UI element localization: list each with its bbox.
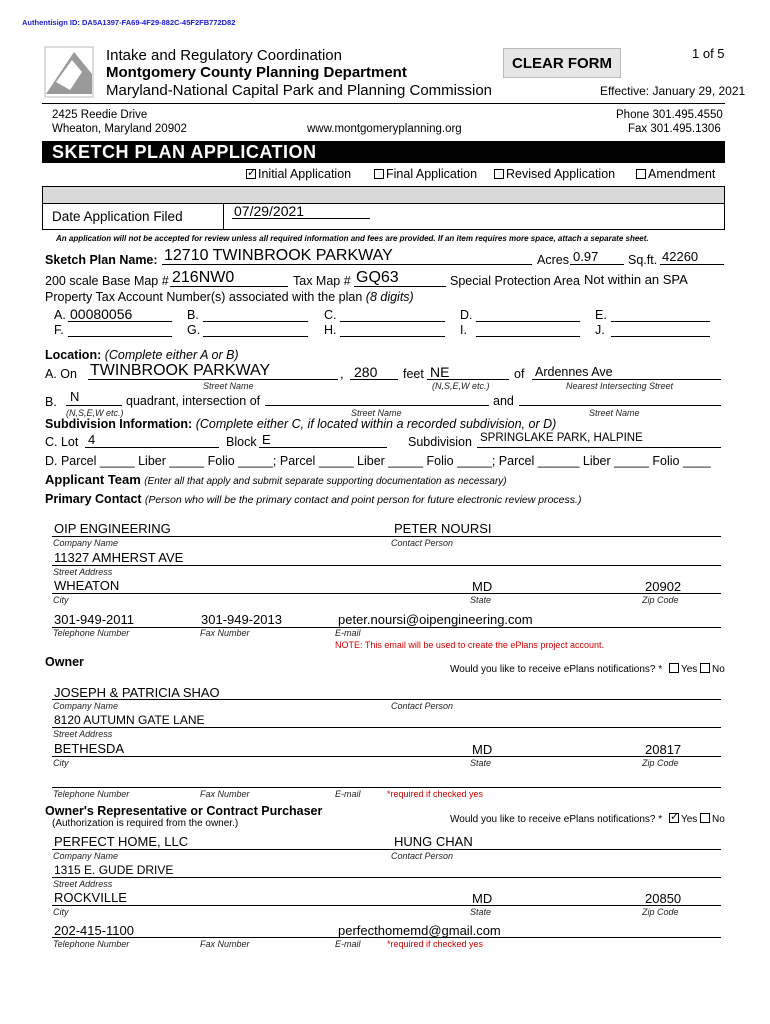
caption-contact-3: Contact Person [391, 851, 454, 861]
phone: Phone 301.495.4550 [616, 109, 723, 121]
caption-nsew-b: (N,S,E,W etc.) [66, 408, 124, 418]
caption-city-2: City [53, 758, 69, 768]
rep-yes-checkbox[interactable] [669, 813, 679, 823]
caption-nsew-a: (N,S,E,W etc.) [432, 381, 490, 391]
caption-email-1: E-mail [335, 628, 361, 638]
location-a-street[interactable]: TWINBROOK PARKWAY [90, 362, 271, 379]
lot-value[interactable]: 4 [88, 432, 96, 447]
rep-no-label: No [712, 814, 725, 825]
owner-state[interactable]: MD [472, 742, 493, 757]
location-a-feet-value[interactable]: 280 [354, 364, 378, 380]
primary-street[interactable]: 11327 AMHERST AVE [54, 550, 184, 565]
app-type-revised-label: Revised Application [506, 167, 616, 181]
rep-note: (Authorization is required from the owner.) [52, 818, 239, 829]
spa-label: Special Protection Area [450, 274, 580, 288]
rep-eplans-question: Would you like to receive ePlans notifications? * [450, 814, 663, 825]
app-type-final[interactable] [374, 167, 477, 181]
rep-label: Owner's Representative or Contract Purchaser [45, 804, 323, 818]
location-b-text: quadrant, intersection of [126, 394, 261, 408]
caption-contact-1: Contact Person [391, 538, 454, 548]
subdivision-note: (Complete either C, if located within a recorded subdivision, or D) [195, 417, 557, 431]
acres-value[interactable]: 0.97 [573, 249, 599, 264]
effective-date: Effective: January 29, 2021 [600, 84, 746, 98]
app-type-initial-label: Initial Application [258, 167, 352, 181]
caption-city-1: City [53, 595, 69, 605]
rep-eplans [450, 813, 725, 825]
caption-fax-1: Fax Number [200, 628, 250, 638]
lot-label: C. Lot [45, 435, 79, 449]
rep-email[interactable]: perfecthomemd@gmail.com [338, 923, 501, 938]
location-a-of: of [514, 367, 525, 381]
rep-street[interactable]: 1315 E. GUDE DRIVE [54, 863, 174, 877]
checkbox-final[interactable] [374, 169, 384, 179]
caption-street-b2: Street Name [589, 408, 640, 418]
owner-street[interactable]: 8120 AUTUMN GATE LANE [54, 713, 205, 727]
account-g-letter: G. [187, 323, 201, 337]
sketch-name-label: Sketch Plan Name: [45, 253, 158, 267]
caption-state-2: State [470, 758, 492, 768]
owner-no-label: No [712, 664, 725, 675]
primary-city[interactable]: WHEATON [54, 578, 120, 593]
subdivision-name-label: Subdivision [408, 435, 472, 449]
location-a-prefix: A. On [45, 367, 77, 381]
address-line-1: 2425 Reedie Drive [52, 109, 148, 121]
primary-company[interactable]: OIP ENGINEERING [54, 521, 171, 536]
header-line-3: Maryland-National Capital Park and Planning Commission [106, 82, 493, 99]
location-note: (Complete either A or B) [104, 348, 239, 362]
location-label: Location: [45, 348, 102, 362]
block-value[interactable]: E [262, 432, 271, 447]
block-label: Block [226, 435, 257, 449]
primary-email[interactable]: peter.noursi@oipengineering.com [338, 612, 533, 627]
location-a-feet-label: feet [403, 367, 424, 381]
owner-zip[interactable]: 20817 [645, 742, 682, 757]
caption-state-3: State [470, 907, 492, 917]
app-type-final-label: Final Application [386, 167, 478, 181]
app-type-initial[interactable] [246, 167, 351, 181]
acres-label: Acres [537, 253, 569, 267]
primary-note: (Person who will be the primary contact and point person for future electronic review process.) [144, 494, 582, 506]
primary-state[interactable]: MD [472, 579, 493, 594]
rep-company[interactable]: PERFECT HOME, LLC [54, 834, 189, 849]
applicant-note: (Enter all that apply and submit separate supporting documentation as necessary) [144, 476, 507, 487]
primary-phone[interactable]: 301-949-2011 [54, 612, 134, 627]
account-d-letter: D. [460, 308, 473, 322]
primary-label: Primary Contact [45, 492, 142, 506]
account-a-value[interactable]: 00080056 [70, 306, 133, 322]
caption-street-1: Street Address [53, 567, 113, 577]
caption-zip-1: Zip Code [642, 595, 679, 605]
owner-eplans-question: Would you like to receive ePlans notifications? * [450, 664, 663, 675]
caption-fax-2: Fax Number [200, 789, 250, 799]
account-a-letter: A. [54, 308, 66, 322]
checkbox-revised[interactable] [494, 169, 504, 179]
page-title: SKETCH PLAN APPLICATION [42, 141, 725, 163]
rep-yes-label: Yes [680, 814, 698, 825]
owner-no-checkbox[interactable] [700, 663, 710, 673]
rep-contact[interactable]: HUNG CHAN [394, 834, 473, 849]
tax-account-note: (8 digits) [365, 290, 414, 304]
rep-required-note: *required if checked yes [387, 939, 484, 949]
app-type-amendment[interactable] [636, 167, 715, 181]
rep-phone[interactable]: 202-415-1100 [54, 923, 134, 938]
sqft-value[interactable]: 42260 [662, 249, 699, 264]
caption-state-1: State [470, 595, 492, 605]
location-b-and: and [493, 394, 514, 408]
owner-yes-label: Yes [680, 664, 698, 675]
rep-city[interactable]: ROCKVILLE [54, 890, 127, 905]
owner-label: Owner [45, 655, 84, 669]
owner-yes-checkbox[interactable] [669, 663, 679, 673]
subdivision-label: Subdivision Information: [45, 417, 193, 431]
owner-city[interactable]: BETHESDA [54, 741, 125, 756]
caption-zip-2: Zip Code [642, 758, 679, 768]
rep-no-checkbox[interactable] [700, 813, 710, 823]
owner-required-note: *required if checked yes [387, 789, 484, 799]
date-filed-value[interactable]: 07/29/2021 [234, 203, 305, 219]
owner-company[interactable]: JOSEPH & PATRICIA SHAO [54, 685, 220, 700]
caption-city-3: City [53, 907, 69, 917]
account-b-letter: B. [187, 308, 199, 322]
caption-phone-2: Telephone Number [53, 789, 130, 799]
tax-map-label: Tax Map # [293, 274, 351, 288]
tax-map-value[interactable]: GQ63 [356, 269, 399, 286]
primary-contact[interactable]: PETER NOURSI [394, 521, 492, 536]
parcel-line: D. Parcel _____ Liber _____ Folio _____; Parcel _____ Liber _____ Folio _____; Parcel ______ Liber _____ Folio ____ [45, 454, 711, 468]
account-c-letter: C. [324, 308, 337, 322]
caption-company-1: Company Name [53, 538, 119, 548]
location-a-dir[interactable]: NE [430, 364, 450, 380]
account-i-letter: I. [460, 323, 467, 337]
caption-company-3: Company Name [53, 851, 119, 861]
location-b-dir[interactable]: N [70, 389, 80, 404]
caption-street-3: Street Address [53, 879, 113, 889]
caption-email-3: E-mail [335, 939, 361, 949]
spa-value[interactable]: Not within an SPA [584, 272, 688, 287]
account-f-letter: F. [54, 323, 64, 337]
tax-account-label [45, 290, 414, 304]
clear-form-button[interactable]: CLEAR FORM [503, 48, 621, 78]
checkbox-initial[interactable] [246, 169, 256, 179]
sketch-name-value[interactable]: 12710 TWINBROOK PARKWAY [164, 247, 393, 264]
caption-zip-3: Zip Code [642, 907, 679, 917]
subdivision-heading [45, 417, 556, 431]
header-line-2: Montgomery County Planning Department [106, 64, 407, 81]
notice: An application will not be accepted for review unless all required information and fees are provided. If an item requires more space, attach a separate sheet. [56, 234, 649, 243]
page-number: 1 of 5 [692, 46, 725, 61]
caption-street-2: Street Address [53, 729, 113, 739]
rep-zip[interactable]: 20850 [645, 891, 682, 906]
primary-fax[interactable]: 301-949-2013 [201, 612, 282, 627]
base-map-label: 200 scale Base Map # [45, 274, 169, 288]
checkbox-amendment[interactable] [636, 169, 646, 179]
caption-company-2: Company Name [53, 701, 119, 711]
location-heading [45, 348, 239, 362]
website: www.montgomeryplanning.org [307, 123, 462, 135]
caption-street-a: Street Name [203, 381, 254, 391]
tax-account-label-text: Property Tax Account Number(s) associated with the plan [45, 290, 363, 304]
account-j-letter: J. [595, 323, 605, 337]
owner-eplans [450, 663, 725, 675]
base-map-value[interactable]: 216NW0 [172, 269, 235, 286]
applicant-heading [45, 472, 507, 487]
date-filed-label: Date Application Filed [52, 209, 183, 224]
caption-email-2: E-mail [335, 789, 361, 799]
docusign-id: Authentisign ID: DA5A1397-FA69-4F29-882C-45F2FB772D82 [22, 18, 236, 27]
mncppc-logo [44, 46, 94, 98]
fax: Fax 301.495.1306 [628, 123, 721, 135]
header-line-1: Intake and Regulatory Coordination [106, 47, 342, 64]
caption-street-b1: Street Name [351, 408, 402, 418]
primary-email-note: NOTE: This email will be used to create the ePlans project account. [335, 640, 604, 650]
subdivision-name-value[interactable]: SPRINGLAKE PARK, HALPINE [480, 432, 643, 444]
caption-fax-3: Fax Number [200, 939, 250, 949]
account-e-letter: E. [595, 308, 607, 322]
location-a-intersect[interactable]: Ardennes Ave [535, 365, 613, 379]
primary-zip[interactable]: 20902 [645, 579, 682, 594]
rep-state[interactable]: MD [472, 891, 493, 906]
applicant-label: Applicant Team [45, 472, 141, 487]
caption-nearest: Nearest Intersecting Street [566, 381, 674, 391]
caption-phone-3: Telephone Number [53, 939, 130, 949]
caption-phone-1: Telephone Number [53, 628, 130, 638]
caption-contact-2: Contact Person [391, 701, 454, 711]
sqft-label: Sq.ft. [628, 253, 658, 267]
app-type-amendment-label: Amendment [648, 167, 716, 181]
account-h-letter: H. [324, 323, 337, 337]
location-b-prefix: B. [45, 395, 57, 409]
app-type-revised[interactable] [494, 167, 615, 181]
primary-heading [45, 492, 581, 506]
address-line-2: Wheaton, Maryland 20902 [52, 123, 187, 135]
